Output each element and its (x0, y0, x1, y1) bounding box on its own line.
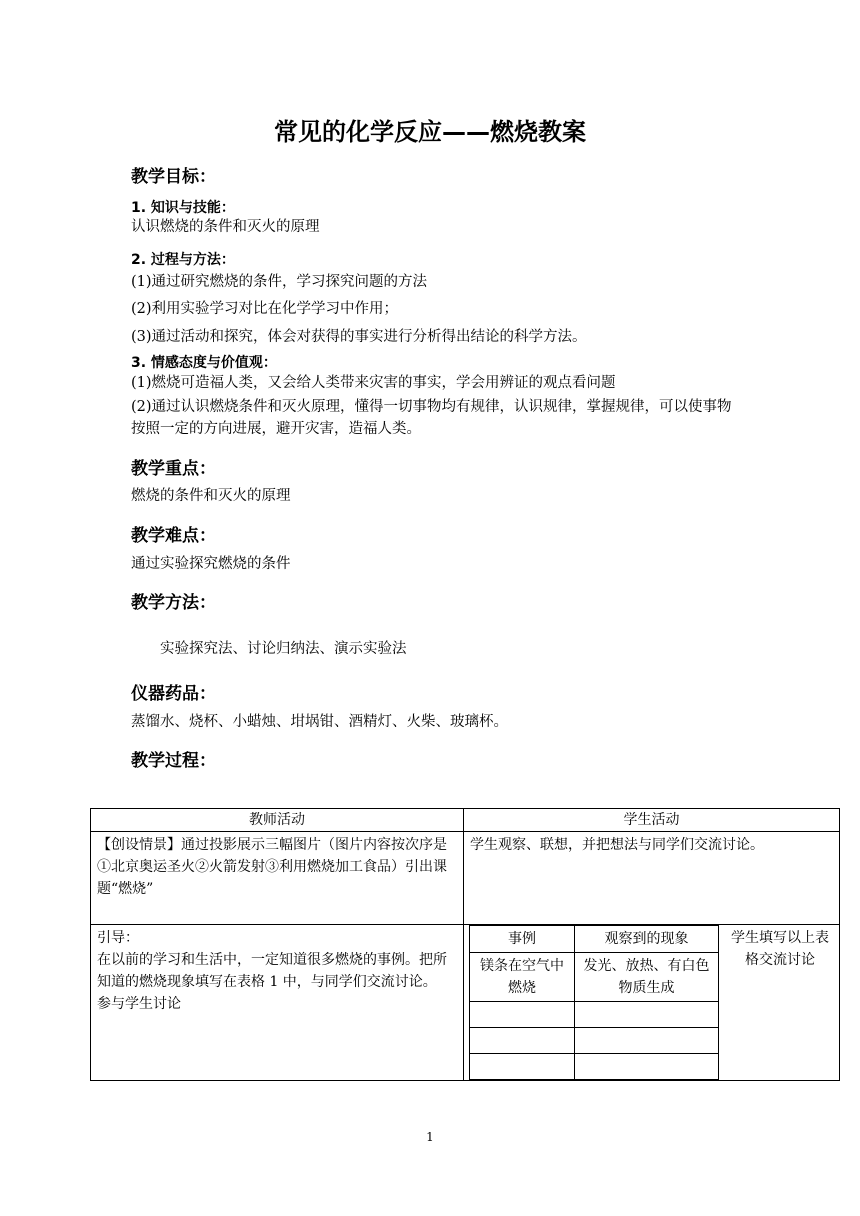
knowledge-heading: 1. 知识与技能： (131, 200, 235, 216)
difficulties-text: 通过实验探究燃烧的条件 (131, 556, 291, 572)
table-header-row (91, 809, 840, 832)
table-row (91, 925, 840, 1081)
emotion-item: (2)通过认识燃烧条件和灭火原理，懂得一切事物均有规律，认识规律，掌握规律，可以使事物按照一定的方向进展，避开灾害，造福人类。 (131, 399, 732, 437)
method-item: (1)通过研究燃烧的条件，学习探究问题的方法 (131, 274, 428, 290)
emotion-heading: 3. 情感态度与价值观： (131, 355, 277, 371)
student-note: 学生填写以上表格交流讨论 (731, 930, 829, 968)
key-points-heading: 教学重点： (131, 459, 216, 479)
method-item: (2)利用实验学习对比在化学学习中作用； (131, 301, 399, 317)
student-cell (464, 925, 840, 1081)
emotion-item: (1)燃烧可造福人类，又会给人类带来灾害的事实，学会用辨证的观点看问题 (131, 375, 616, 391)
inner-table-wrap (464, 925, 719, 1080)
inner-empty-cell (575, 1054, 719, 1080)
difficulties-heading: 教学难点： (131, 526, 216, 546)
inner-cell-phenomenon: 发光、放热、有白色物质生成 (575, 953, 719, 1002)
methods-heading: 教学方法： (131, 593, 216, 613)
student-activity-header: 学生活动 (464, 809, 840, 832)
student-cell-content (464, 925, 839, 1080)
inner-empty-cell (575, 1028, 719, 1054)
student-cell: 学生观察、联想，并把想法与同学们交流讨论。 (464, 832, 840, 925)
inner-empty-cell (470, 1028, 575, 1054)
inner-header-example: 事例 (470, 926, 575, 953)
teacher-line: 在以前的学习和生活中，一定知道很多燃烧的事例。把所知道的燃烧现象填写在表格 1 中，与同学们交流讨论。 (97, 952, 447, 990)
teacher-activity-header: 教师活动 (91, 809, 464, 832)
method-heading: 2. 过程与方法： (131, 252, 235, 268)
materials-heading: 仪器药品： (131, 684, 216, 704)
key-points-text: 燃烧的条件和灭火的原理 (131, 488, 291, 504)
inner-empty-cell (575, 1002, 719, 1028)
process-heading: 教学过程： (131, 751, 216, 771)
teacher-line: 参与学生讨论 (97, 996, 181, 1012)
teacher-cell: 【创设情景】通过投影展示三幅图片（图片内容按次序是①北京奥运圣火②火箭发射③利用燃烧加工食品）引出课题“燃烧” (91, 832, 464, 925)
inner-header-phenomenon: 观察到的现象 (575, 926, 719, 953)
teacher-cell (91, 925, 464, 1081)
methods-text: 实验探究法、讨论归纳法、演示实验法 (160, 641, 407, 657)
fill-in-table (469, 925, 719, 1080)
materials-text: 蒸馏水、烧杯、小蜡烛、坩埚钳、酒精灯、火柴、玻璃杯。 (131, 714, 508, 730)
teacher-line: 引导： (97, 930, 139, 946)
method-item: (3)通过活动和探究，体会对获得的事实进行分析得出结论的科学方法。 (131, 329, 587, 345)
knowledge-text: 认识燃烧的条件和灭火的原理 (131, 219, 320, 235)
goals-heading: 教学目标： (131, 167, 216, 187)
inner-empty-cell (470, 1054, 575, 1080)
table-row (91, 832, 840, 925)
inner-empty-cell (470, 1002, 575, 1028)
page-number: 1 (426, 1130, 434, 1144)
lesson-process-table (90, 808, 840, 1081)
inner-cell-example: 镁条在空气中燃烧 (470, 953, 575, 1002)
page-title: 常见的化学反应——燃烧教案 (274, 118, 586, 146)
